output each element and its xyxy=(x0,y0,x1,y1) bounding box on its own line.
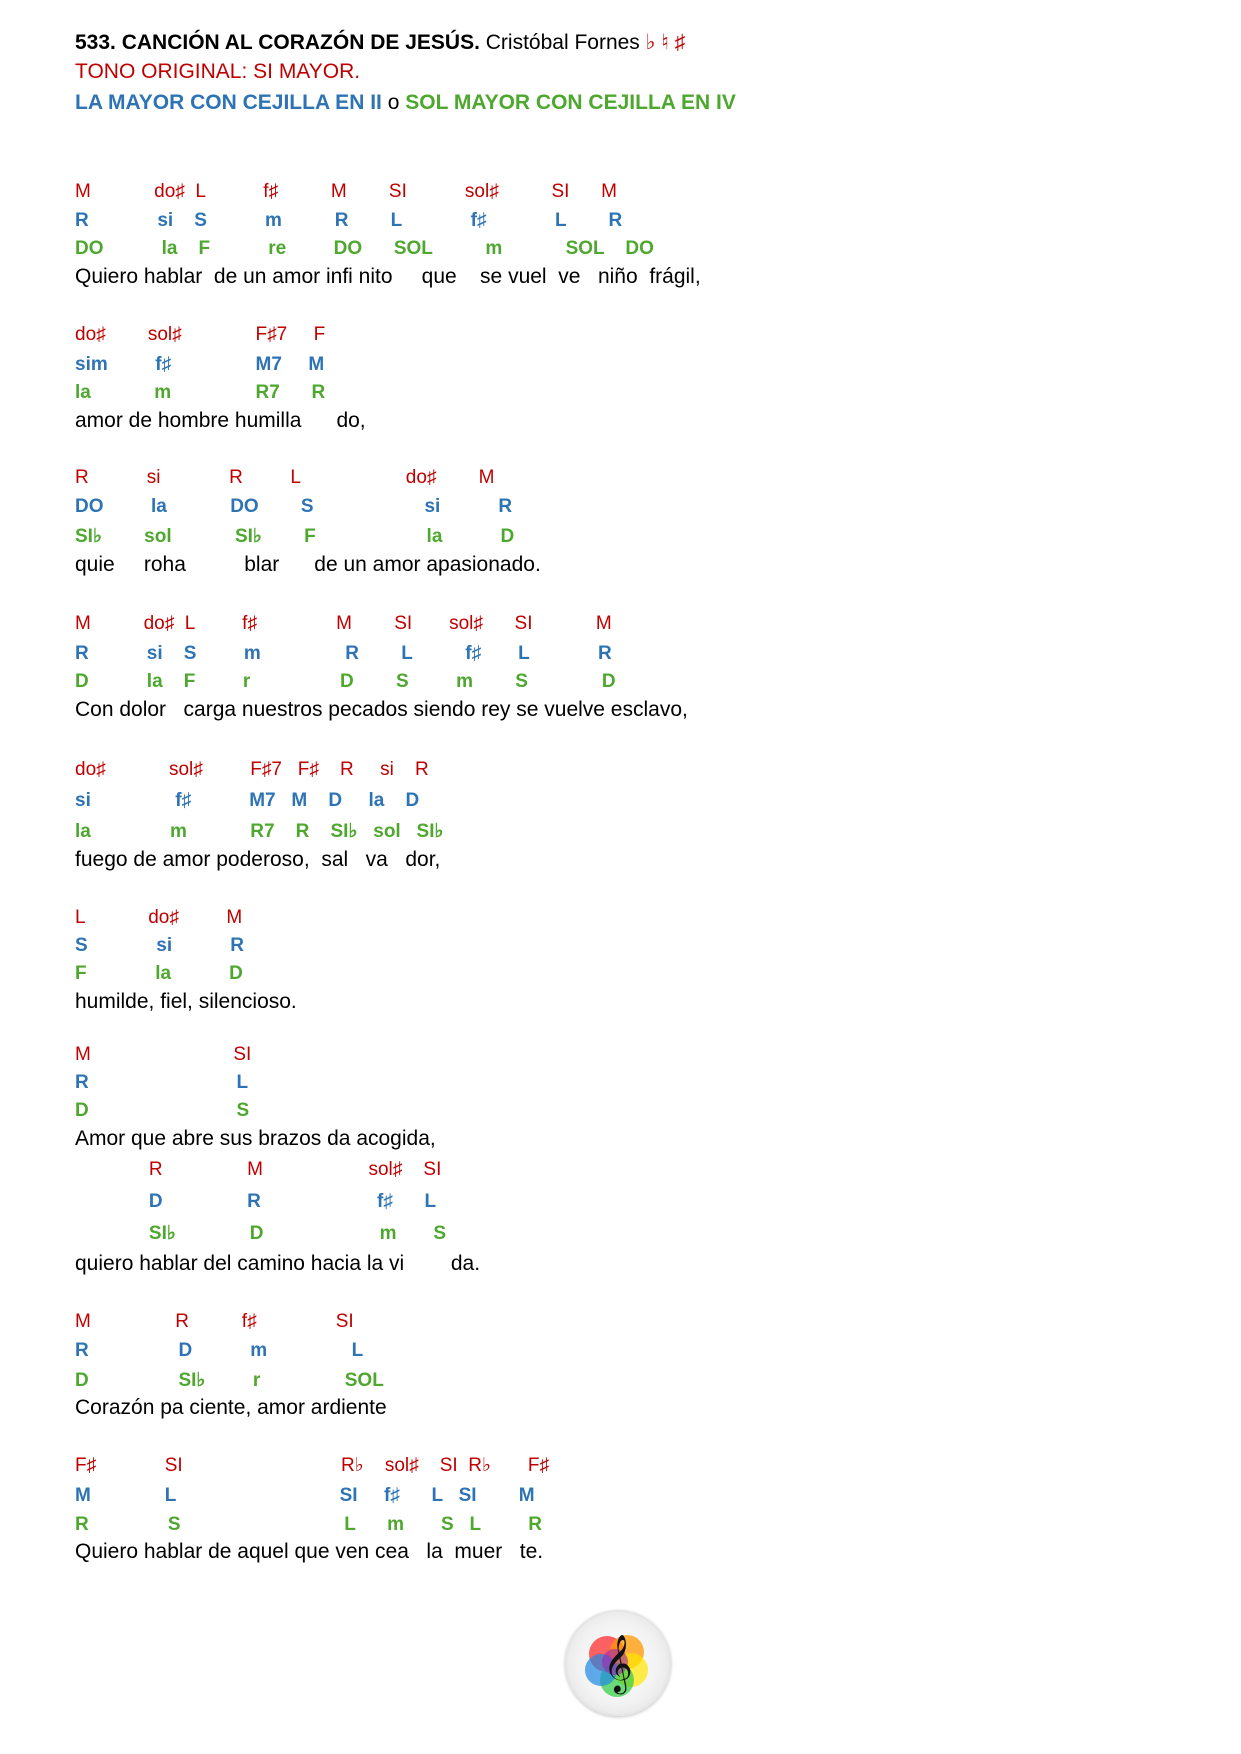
chord-row-green: D S xyxy=(75,1100,250,1121)
chord-row-red: do♯ sol♯ F♯7 F xyxy=(75,324,326,345)
lyric-line: quie roha blar de un amor apasionado. xyxy=(75,553,541,576)
lyric-line: Corazón pa ciente, amor ardiente xyxy=(75,1396,387,1419)
chord-row-red: do♯ sol♯ F♯7 F♯ R si R xyxy=(75,759,429,780)
chord-row-blue: DO la DO S si R xyxy=(75,496,513,517)
lyric-line: fuego de amor poderoso, sal va dor, xyxy=(75,848,441,871)
chord-row-blue: R si S m R L f♯ L R xyxy=(75,643,612,664)
chord-row-blue: sim f♯ M7 M xyxy=(75,354,325,375)
chord-row-green: D SI♭ r SOL xyxy=(75,1370,384,1391)
chord-row-green: R S L m S L R xyxy=(75,1514,543,1535)
chord-row-blue: R L xyxy=(75,1072,249,1093)
chord-row-green: la m R7 R xyxy=(75,382,326,403)
lyric-line: Quiero hablar de un amor infi nito que se vuel ve niño frágil, xyxy=(75,265,701,288)
svg-text:𝄞: 𝄞 xyxy=(603,1634,633,1692)
alternate-keys-line xyxy=(75,91,736,115)
song-author: Cristóbal Fornes xyxy=(485,31,640,54)
chord-row-red: L do♯ M xyxy=(75,907,243,928)
chord-row-green: SI♭ sol SI♭ F la D xyxy=(75,526,515,547)
chord-row-blue: S si R xyxy=(75,935,244,956)
chord-row-blue: M L SI f♯ L SI M xyxy=(75,1485,535,1506)
music-logo xyxy=(565,1610,671,1716)
chord-row-green: SI♭ D m S xyxy=(75,1223,447,1244)
alt-key-separator: o xyxy=(387,91,400,114)
chord-row-green: F la D xyxy=(75,963,243,984)
lyric-line: Quiero hablar de aquel que ven cea la muer te. xyxy=(75,1540,544,1563)
song-title: 533. CANCIÓN AL CORAZÓN DE JESÚS. xyxy=(75,31,480,54)
chord-row-blue: si f♯ M7 M D la D xyxy=(75,790,420,811)
accidental-symbols: ♭ ♮ ♯ xyxy=(645,31,686,54)
lyric-line: humilde, fiel, silencioso. xyxy=(75,990,297,1013)
chord-row-red: M do♯ L f♯ M SI sol♯ SI M xyxy=(75,613,612,634)
chord-row-red: R si R L do♯ M xyxy=(75,467,495,488)
chord-row-red: M SI xyxy=(75,1044,252,1065)
chord-row-green: DO la F re DO SOL m SOL DO xyxy=(75,238,654,259)
chord-row-red: F♯ SI R♭ sol♯ SI R♭ F♯ xyxy=(75,1455,549,1476)
chord-row-blue: R D m L xyxy=(75,1340,364,1361)
chord-row-green: la m R7 R SI♭ sol SI♭ xyxy=(75,821,444,842)
chord-row-green: D la F r D S m S D xyxy=(75,671,616,692)
song-title-line xyxy=(75,30,685,55)
original-key: TONO ORIGINAL: SI MAYOR. xyxy=(75,60,361,83)
chord-row-red: R M sol♯ SI xyxy=(75,1159,442,1180)
chord-row-blue: R si S m R L f♯ L R xyxy=(75,210,623,231)
lyric-line: quiero hablar del camino hacia la vi da. xyxy=(75,1252,481,1275)
chord-row-red: M R f♯ SI xyxy=(75,1311,354,1332)
chord-row-blue: D R f♯ L xyxy=(75,1191,437,1212)
treble-clef-icon xyxy=(565,1610,671,1716)
chord-row-red: M do♯ L f♯ M SI sol♯ SI M xyxy=(75,181,617,202)
lyric-line: Con dolor carga nuestros pecados siendo rey se vuelve esclavo, xyxy=(75,698,688,721)
lyric-line: Amor que abre sus brazos da acogida, xyxy=(75,1127,436,1150)
alt-key-sol: SOL MAYOR CON CEJILLA EN IV xyxy=(405,91,736,114)
lyric-line: amor de hombre humilla do, xyxy=(75,409,366,432)
alt-key-la: LA MAYOR CON CEJILLA EN II xyxy=(75,91,382,114)
